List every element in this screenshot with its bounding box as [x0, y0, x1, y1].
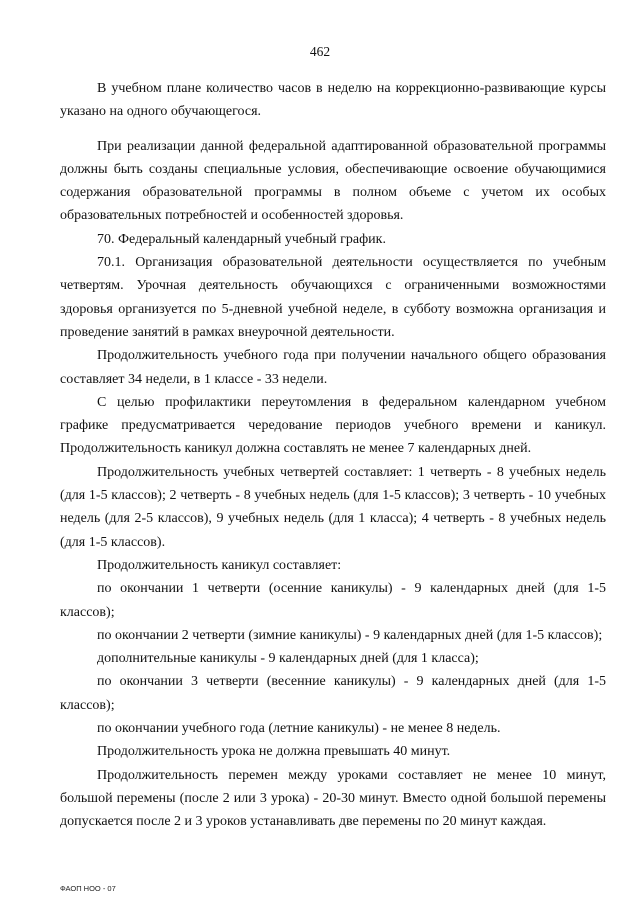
paragraph: С целью профилактики переутомления в федеральном календарном учебном графике предусматривается чередование периодов учебного времени и каникул. Продолжительность каникул должна составлять не менее 7 календарных дней. [60, 394, 606, 457]
paragraph: 70.1. Организация образовательной деятельности осуществляется по учебным четвертям. Урочная деятельность обучающихся с ограниченными возможностями здоровья организуется по 5-дневной учебной неделе, в субботу возможна организация и проведение занятий в рамках внеурочной деятельности. [60, 255, 606, 340]
list-item: дополнительные каникулы - 9 календарных дней (для 1 класса); [97, 651, 479, 667]
body-text [60, 77, 606, 834]
list-item: по окончании 1 четверти (осенние каникулы) - 9 календарных дней (для 1-5 классов); [60, 581, 606, 620]
page-number: 462 [309, 44, 331, 59]
footer-label: ФАОП НОО - 07 [60, 884, 116, 893]
paragraph: Продолжительность учебных четвертей составляет: 1 четверть - 8 учебных недель (для 1-5 классов); 2 четверть - 8 учебных недель (для 1-5 классов); 3 четверть - 10 учебных недель (для 2-5 классов), 9 учебных недель (для 1 класса); 4 четверть - 8 учебных недель (для 1-5 классов). [60, 464, 606, 550]
paragraph: При реализации данной федеральной адаптированной образовательной программы должны быть созданы специальные условия, обеспечивающие освоение обучающимися содержания образовательной программы в полном объеме с учетом их особых образовательных потребностей и особенностей здоровья. [60, 138, 606, 224]
paragraph: Продолжительность каникул составляет: [97, 557, 342, 573]
section-heading: 70. Федеральный календарный учебный график. [97, 231, 386, 247]
paragraph: В учебном плане количество часов в неделю на коррекционно-развивающие курсы указано на одного обучающегося. [60, 81, 606, 120]
list-item: по окончании 3 четверти (весенние каникулы) - 9 календарных дней (для 1-5 классов); [60, 674, 606, 713]
list-item: по окончании учебного года (летние каникулы) - не менее 8 недель. [97, 721, 501, 737]
paragraph: Продолжительность перемен между уроками составляет не менее 10 минут, большой перемены (после 2 или 3 урока) - 20-30 минут. Вместо одной большой перемены допускается после 2 и 3 уроков устанавливать две перемены по 20 минут каждая. [60, 767, 606, 830]
paragraph: Продолжительность урока не должна превышать 40 минут. [97, 744, 451, 760]
paragraph: Продолжительность учебного года при получении начального общего образования составляет 34 недели, в 1 классе - 33 недели. [60, 348, 606, 387]
list-item: по окончании 2 четверти (зимние каникулы) - 9 календарных дней (для 1-5 классов); [97, 627, 603, 643]
